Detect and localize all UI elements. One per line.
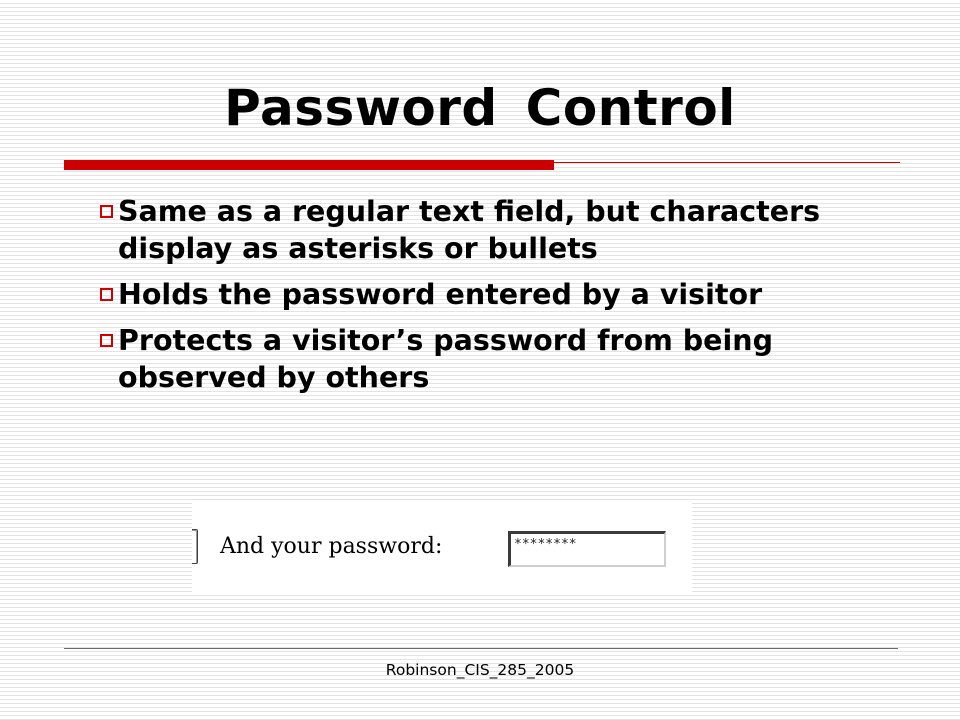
- hollow-square-bullet-icon: [100, 205, 113, 218]
- slide-title: Password Control: [224, 79, 736, 137]
- hollow-square-bullet-icon: [100, 288, 113, 301]
- bullet-list: [100, 193, 920, 405]
- password-field-screenshot: [192, 503, 692, 594]
- list-item: [100, 276, 920, 313]
- password-input: ********: [508, 531, 666, 567]
- hollow-square-bullet-icon: [100, 334, 113, 347]
- footer-divider: [64, 648, 898, 649]
- list-item: [100, 322, 920, 396]
- list-item: [100, 193, 920, 267]
- title-underline-rule: [554, 162, 900, 163]
- title-underline-bar: [64, 160, 554, 170]
- footer-text: Robinson_CIS_285_2005: [385, 661, 575, 679]
- cropped-field-edge: [192, 529, 198, 564]
- bullet-text: Holds the password entered by a visitor: [118, 278, 763, 311]
- password-label: And your password:: [220, 534, 443, 559]
- bullet-text: Protects a visitor’s password from being observed by others: [118, 324, 773, 394]
- bullet-text: Same as a regular text field, but characters display as asterisks or bullets: [118, 195, 821, 265]
